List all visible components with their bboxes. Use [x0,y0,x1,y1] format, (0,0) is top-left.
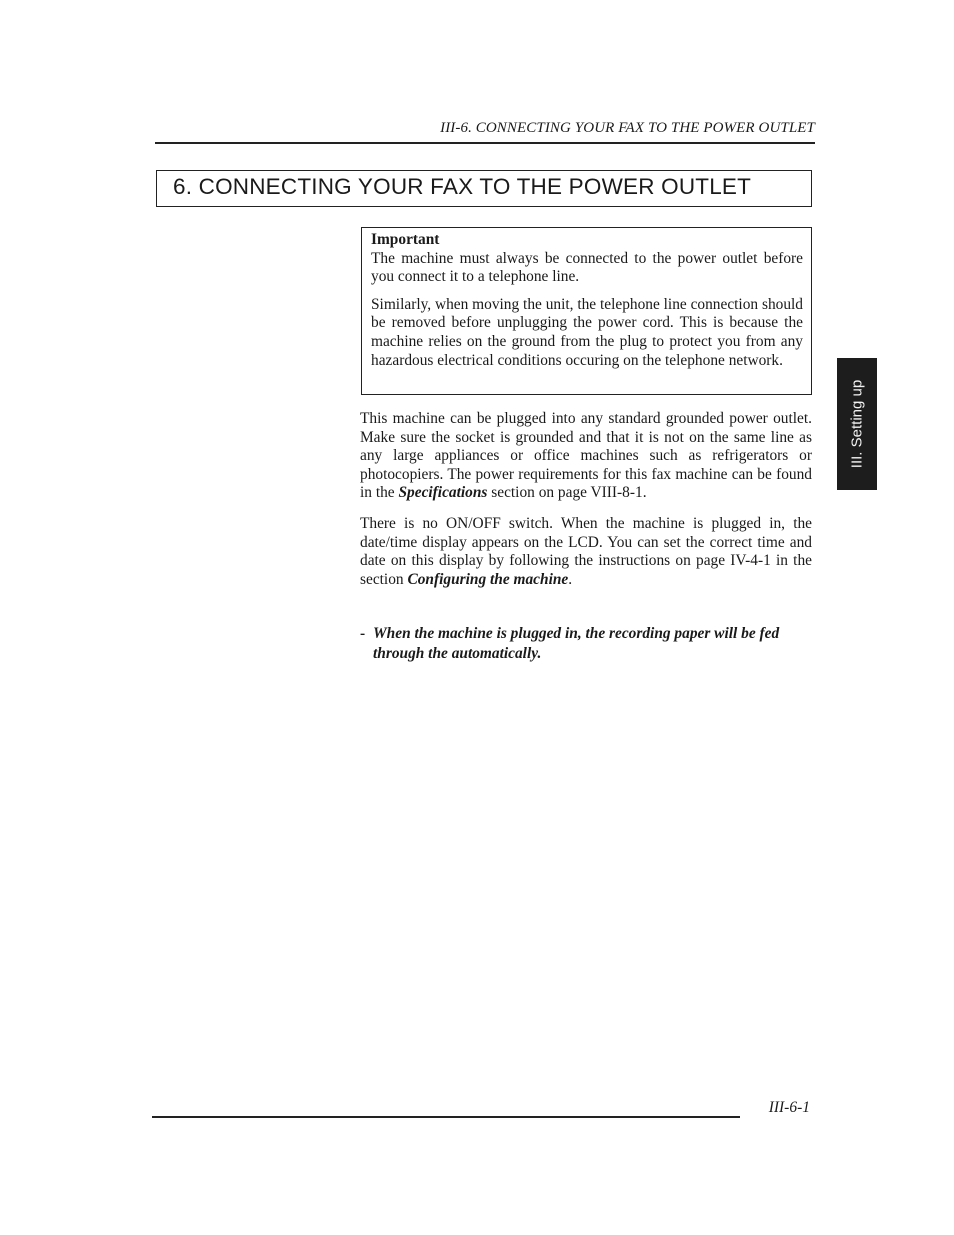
important-heading: Important [371,231,440,248]
body-paragraph-2 [360,515,812,589]
side-tab [837,358,877,490]
configuring-reference: Configuring the machine [407,570,569,588]
body-paragraph-1-text-a: This machine can be plugged into any standard grounded power outlet. Make sure the socket is grounded and that it is not on the same line as any large appliances or office machines such as refrigerators or photocopiers. The power requirements for this fax machine can be found in the [360,410,812,502]
body-paragraph-1-text-b: section on page VIII-8-1. [487,484,647,502]
note-dash: - [360,625,366,642]
body-paragraph-1 [360,410,812,503]
body-text [360,410,812,601]
body-paragraph-2-text-b: . [568,570,573,588]
important-notice-box [361,227,812,395]
important-paragraph-1: The machine must always be connected to the power outlet before you connect it to a telephone line. [371,249,803,286]
footer-rule [152,1116,740,1118]
important-paragraph-2: Similarly, when moving the unit, the telephone line connection should be removed before unplugging the power cord. This is because the machine relies on the ground from the plug to protect you from any hazardous electrical conditions occuring on the telephone network. [371,295,803,369]
header-rule [155,142,815,144]
side-tab-label: III. Setting up [848,379,866,469]
page-number: III-6-1 [768,1099,810,1116]
note-text: When the machine is plugged in, the recording paper will be fed through the automatically. [373,625,780,662]
body-paragraph-2-text-a: There is no ON/OFF switch. When the machine is plugged in, the date/time display appears on the LCD. You can set the correct time and date on this display by following the instructions on page IV-4-1 in the section [360,514,812,588]
running-header: III-6. CONNECTING YOUR FAX TO THE POWER OUTLET [440,120,815,136]
specifications-reference: Specifications [398,484,488,502]
note [360,624,812,664]
section-title-box [156,170,812,207]
section-title: 6. CONNECTING YOUR FAX TO THE POWER OUTLET [173,174,752,199]
